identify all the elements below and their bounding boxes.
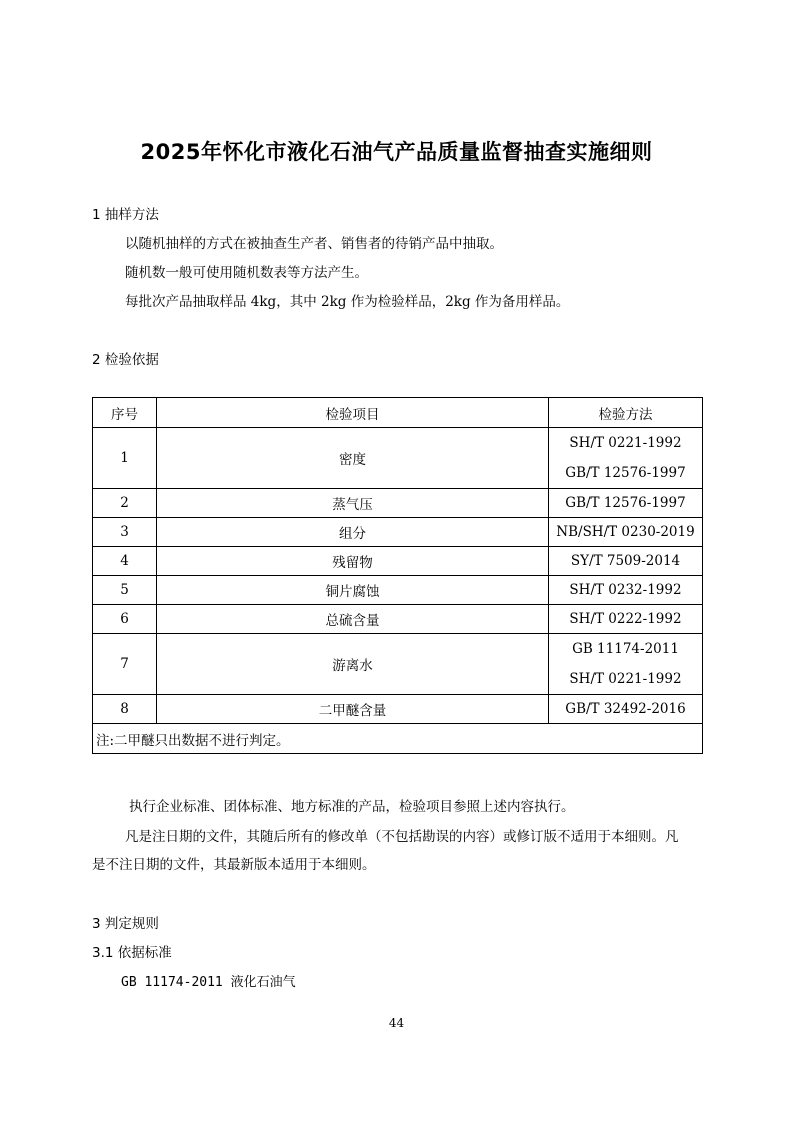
header-item: 检验项目 (157, 398, 549, 428)
section-2-paragraph: 执行企业标准、团体标准、地方标准的产品，检验项目参照上述内容执行。 (129, 799, 575, 815)
row-no: 4 (93, 547, 157, 576)
section-2-paragraph-continued: 是不注日期的文件，其最新版本适用于本细则。 (92, 857, 376, 873)
row-no: 1 (93, 428, 157, 489)
row-method: SH/T 0222-1992 (549, 605, 703, 634)
section-1-paragraph: 随机数一般可使用随机数表等方法产生。 (125, 265, 368, 281)
method-text: SH/T 0221-1992 (569, 435, 682, 451)
row-method: SY/T 7509-2014 (549, 547, 703, 576)
table-note: 注:二甲醚只出数据不进行判定。 (93, 724, 703, 754)
row-method (549, 634, 703, 695)
row-no: 7 (93, 634, 157, 695)
table-header-row (93, 398, 703, 428)
method-text: GB 11174-2011 (572, 641, 679, 657)
table-row (93, 489, 703, 518)
row-no: 6 (93, 605, 157, 634)
row-no: 8 (93, 695, 157, 724)
row-item: 组分 (157, 518, 549, 547)
section-2-paragraph: 凡是注日期的文件，其随后所有的修改单（不包括勘误的内容）或修订版不适用于本细则。凡 (125, 829, 679, 845)
table-row (93, 576, 703, 605)
table-row (93, 518, 703, 547)
header-no: 序号 (93, 398, 157, 428)
row-no: 5 (93, 576, 157, 605)
header-method: 检验方法 (549, 398, 703, 428)
method-text: GB/T 12576-1997 (565, 465, 686, 481)
row-method: SH/T 0232-1992 (549, 576, 703, 605)
row-method: NB/SH/T 0230-2019 (549, 518, 703, 547)
page-title: 2025年怀化市液化石油气产品质量监督抽查实施细则 (140, 140, 653, 164)
method-text: SH/T 0221-1992 (569, 671, 682, 687)
table-row (93, 547, 703, 576)
section-3-1-heading: 3.1 依据标准 (92, 945, 172, 961)
section-2-heading: 2 检验依据 (92, 352, 159, 368)
standard-reference: GB 11174-2011 液化石油气 (121, 975, 296, 990)
row-item: 二甲醚含量 (157, 695, 549, 724)
section-1-paragraph: 每批次产品抽取样品 4kg，其中 2kg 作为检验样品，2kg 作为备用样品。 (125, 294, 570, 310)
row-method: GB/T 12576-1997 (549, 489, 703, 518)
row-item: 残留物 (157, 547, 549, 576)
section-1-heading: 1 抽样方法 (92, 207, 159, 223)
table-row (93, 634, 703, 695)
table-note-row (93, 724, 703, 754)
section-3-heading: 3 判定规则 (92, 916, 159, 932)
row-item: 游离水 (157, 634, 549, 695)
inspection-table (92, 397, 703, 754)
page-number: 44 (388, 1016, 405, 1030)
row-no: 2 (93, 489, 157, 518)
table-row (93, 605, 703, 634)
row-item: 密度 (157, 428, 549, 489)
row-item: 总硫含量 (157, 605, 549, 634)
table-row (93, 695, 703, 724)
row-method: GB/T 32492-2016 (549, 695, 703, 724)
row-method (549, 428, 703, 489)
table-row (93, 428, 703, 489)
row-item: 铜片腐蚀 (157, 576, 549, 605)
row-no: 3 (93, 518, 157, 547)
section-1-paragraph: 以随机抽样的方式在被抽查生产者、销售者的待销产品中抽取。 (125, 236, 503, 252)
row-item: 蒸气压 (157, 489, 549, 518)
